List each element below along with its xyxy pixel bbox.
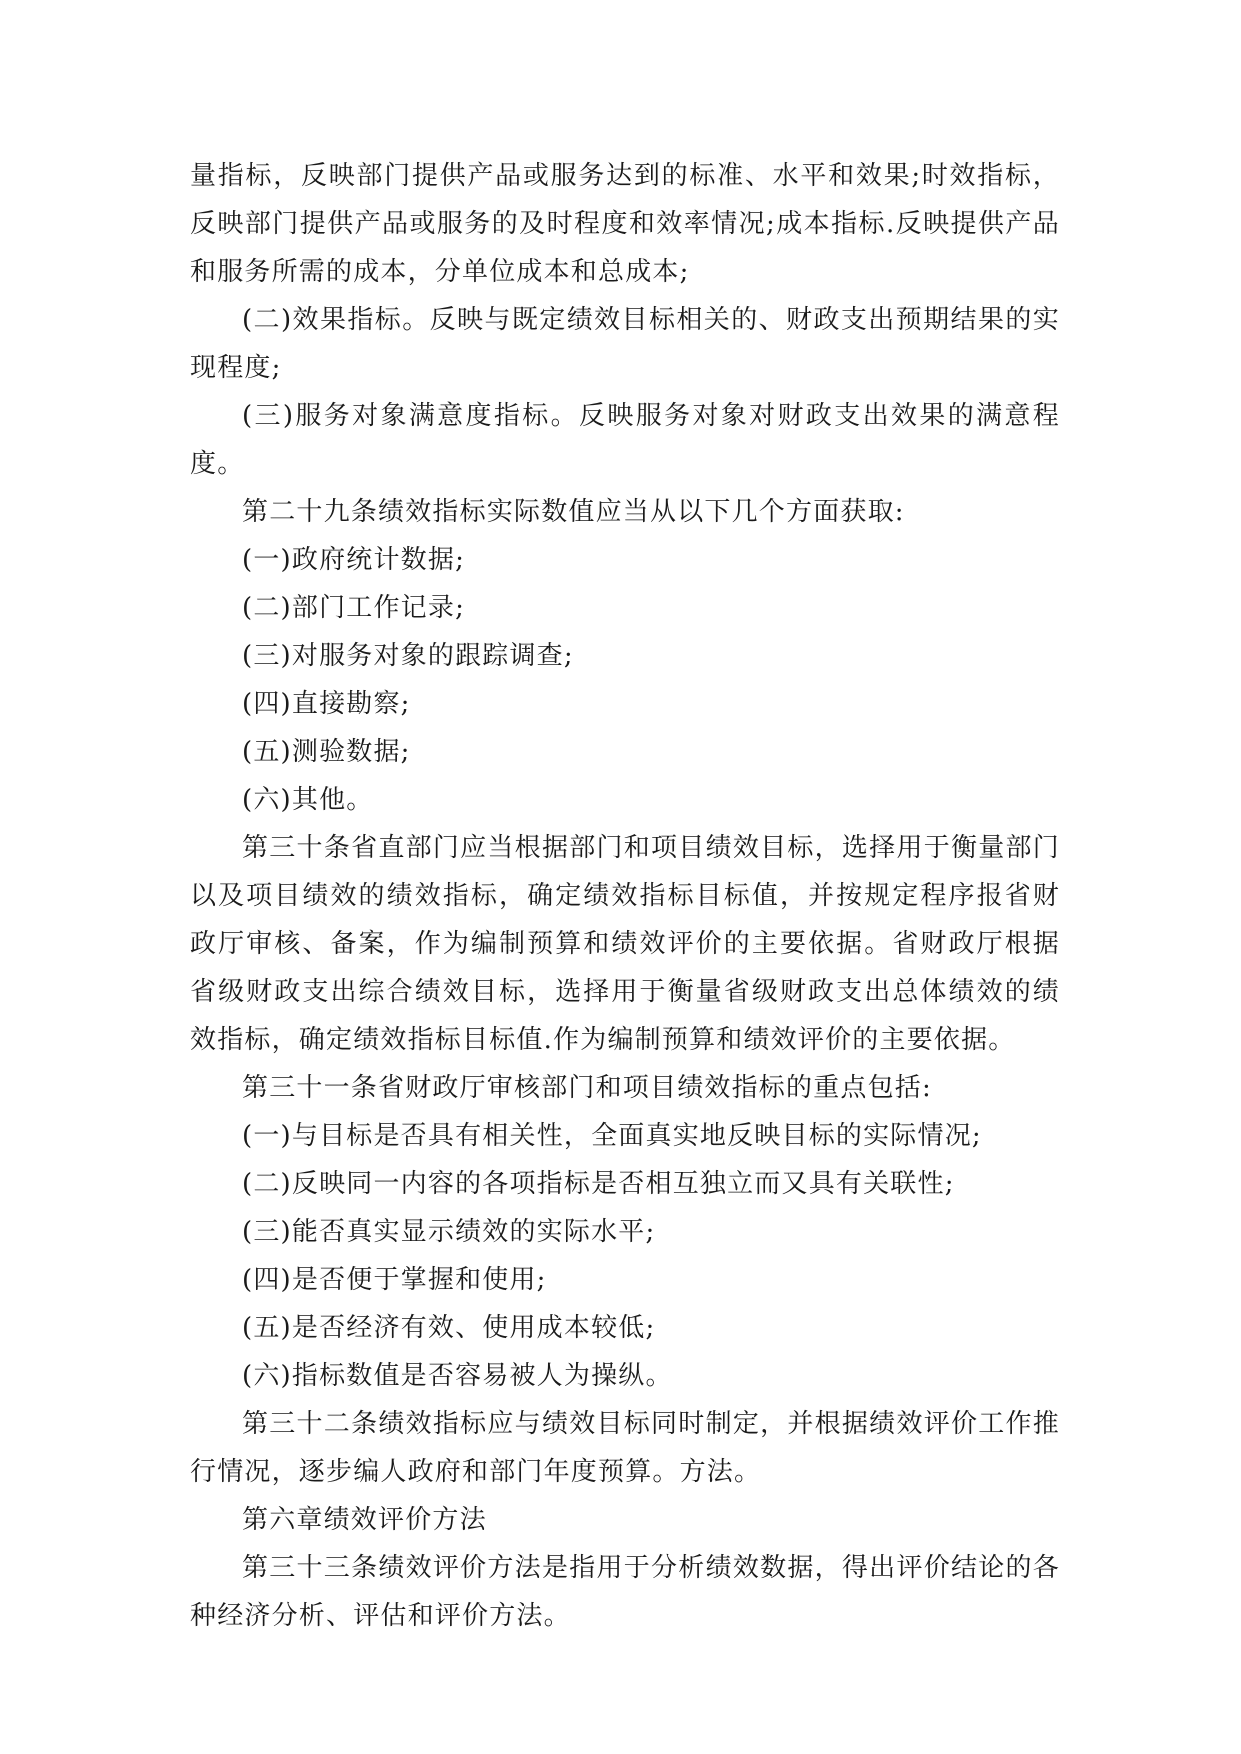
- paragraph-continuation: 量指标，反映部门提供产品或服务达到的标准、水平和效果;时效指标，反映部门提供产品或服务的及时程度和效率情况;成本指标.反映提供产品和服务所需的成本，分单位成本和总成本;: [190, 161, 1060, 287]
- paragraph-item: (二)效果指标。反映与既定绩效目标相关的、财政支出预期结果的实现程度;: [190, 305, 1060, 383]
- paragraph-item: (一)政府统计数据;: [242, 545, 466, 575]
- paragraph-item: (二)部门工作记录;: [242, 593, 466, 623]
- paragraph-item: (一)与目标是否具有相关性，全面真实地反映目标的实际情况;: [242, 1121, 982, 1151]
- article-paragraph: 第三十二条绩效指标应与绩效目标同时制定，并根据绩效评价工作推行情况，逐步编人政府和部门年度预算。方法。: [190, 1409, 1060, 1487]
- article-paragraph: 第三十三条绩效评价方法是指用于分析绩效数据，得出评价结论的各种经济分析、评估和评价方法。: [190, 1553, 1060, 1631]
- paragraph-item: (三)服务对象满意度指标。反映服务对象对财政支出效果的满意程度。: [190, 401, 1060, 479]
- article-paragraph: 第二十九条绩效指标实际数值应当从以下几个方面获取:: [242, 497, 905, 527]
- paragraph-item: (三)对服务对象的跟踪调查;: [242, 641, 574, 671]
- document-body: [190, 152, 1060, 1640]
- article-paragraph: 第三十一条省财政厅审核部门和项目绩效指标的重点包括:: [242, 1073, 932, 1103]
- article-paragraph: 第三十条省直部门应当根据部门和项目绩效目标，选择用于衡量部门以及项目绩效的绩效指标，确定绩效指标目标值，并按规定程序报省财政厅审核、备案，作为编制预算和绩效评价的主要依据。省财政厅根据省级财政支出综合绩效目标，选择用于衡量省级财政支出总体绩效的绩效指标，确定绩效指标目标值.作为编制预算和绩效评价的主要依据。: [190, 833, 1060, 1055]
- paragraph-item: (四)是否便于掌握和使用;: [242, 1265, 547, 1295]
- paragraph-item: (四)直接勘察;: [242, 689, 411, 719]
- paragraph-item: (三)能否真实显示绩效的实际水平;: [242, 1217, 656, 1247]
- paragraph-item: (六)其他。: [242, 785, 374, 815]
- paragraph-item: (五)测验数据;: [242, 737, 411, 767]
- paragraph-item: (六)指标数值是否容易被人为操纵。: [242, 1361, 673, 1391]
- paragraph-item: (五)是否经济有效、使用成本较低;: [242, 1313, 656, 1343]
- chapter-heading: 第六章绩效评价方法: [242, 1505, 487, 1535]
- paragraph-item: (二)反映同一内容的各项指标是否相互独立而又具有关联性;: [242, 1169, 955, 1199]
